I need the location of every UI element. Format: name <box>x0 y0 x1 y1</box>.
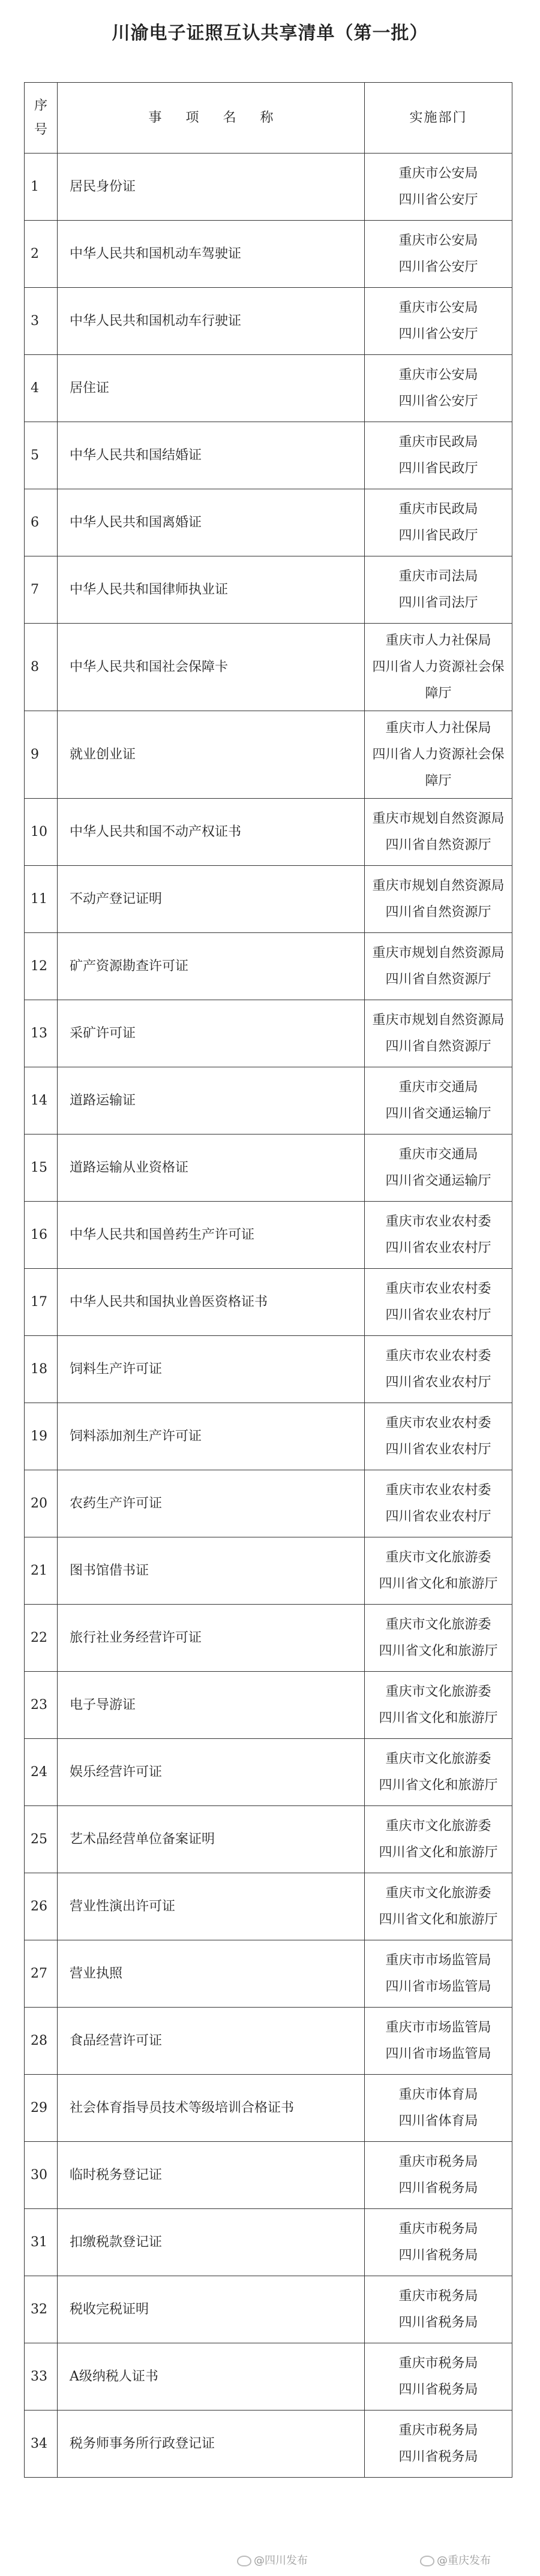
table-row <box>25 288 512 355</box>
row-department <box>365 2411 512 2478</box>
department-line: 四川省农业农村厅 <box>385 1374 491 1390</box>
department-line: 四川省文化和旅游厅 <box>379 1643 498 1659</box>
row-department <box>365 711 512 799</box>
department-line: 四川省文化和旅游厅 <box>379 1576 498 1591</box>
table-row <box>25 221 512 288</box>
table-row <box>25 1470 512 1537</box>
watermark-chongqing: @重庆发布 <box>420 2552 491 2568</box>
row-serial-number: 16 <box>25 1202 58 1269</box>
row-item-name: 中华人民共和国不动产权证书 <box>58 799 365 866</box>
row-item-name: 不动产登记证明 <box>58 866 365 933</box>
row-serial-number: 23 <box>25 1672 58 1739</box>
department-line: 四川省司法厅 <box>398 595 478 610</box>
department-line: 四川省农业农村厅 <box>385 1509 491 1524</box>
row-department <box>365 624 512 711</box>
table-body <box>25 154 512 2478</box>
row-serial-number: 4 <box>25 355 58 422</box>
row-item-name: 居住证 <box>58 355 365 422</box>
row-item-name: 税收完税证明 <box>58 2276 365 2343</box>
department-line: 四川省公安厅 <box>398 259 478 275</box>
department-line: 重庆市人力社保局 <box>385 633 491 648</box>
table-row <box>25 2075 512 2142</box>
row-department <box>365 2142 512 2209</box>
row-item-name: 居民身份证 <box>58 154 365 221</box>
row-serial-number: 15 <box>25 1134 58 1202</box>
row-department <box>365 556 512 624</box>
table-row <box>25 489 512 556</box>
department-line: 重庆市公安局 <box>398 233 478 248</box>
row-item-name: 中华人民共和国结婚证 <box>58 422 365 489</box>
department-line: 四川省文化和旅游厅 <box>379 1777 498 1793</box>
row-department <box>365 1537 512 1605</box>
row-department <box>365 1336 512 1403</box>
row-serial-number: 6 <box>25 489 58 556</box>
row-serial-number: 24 <box>25 1739 58 1806</box>
department-line: 四川省农业农村厅 <box>385 1307 491 1323</box>
row-serial-number: 32 <box>25 2276 58 2343</box>
department-line: 四川省人力资源社会保 <box>372 747 505 762</box>
row-item-name: 采矿许可证 <box>58 1000 365 1067</box>
row-item-name: 农药生产许可证 <box>58 1470 365 1537</box>
department-line: 重庆市文化旅游委 <box>385 1818 491 1834</box>
department-line: 四川省自然资源厅 <box>385 971 491 987</box>
row-item-name: 中华人民共和国机动车驾驶证 <box>58 221 365 288</box>
department-line: 重庆市文化旅游委 <box>385 1751 491 1767</box>
image-footer <box>0 2547 540 2571</box>
row-item-name: 中华人民共和国兽药生产许可证 <box>58 1202 365 1269</box>
row-item-name: 中华人民共和国社会保障卡 <box>58 624 365 711</box>
department-line: 四川省民政厅 <box>398 461 478 476</box>
row-department <box>365 1739 512 1806</box>
row-item-name: A级纳税人证书 <box>58 2343 365 2411</box>
row-department <box>365 2276 512 2343</box>
row-item-name: 中华人民共和国离婚证 <box>58 489 365 556</box>
row-department <box>365 2209 512 2276</box>
row-serial-number: 28 <box>25 2008 58 2075</box>
department-line: 四川省人力资源社会保 <box>372 659 505 675</box>
document-title: 川渝电子证照互认共享清单（第一批） <box>112 23 428 44</box>
header-serial-number: 序 号 <box>25 83 58 154</box>
department-line: 四川省公安厅 <box>398 393 478 409</box>
table-header-row <box>25 83 512 154</box>
row-item-name: 社会体育指导员技术等级培训合格证书 <box>58 2075 365 2142</box>
table-row <box>25 2209 512 2276</box>
row-serial-number: 12 <box>25 933 58 1000</box>
table-row <box>25 1873 512 1940</box>
department-line: 障厅 <box>425 773 452 789</box>
row-item-name: 道路运输证 <box>58 1067 365 1134</box>
department-line: 四川省自然资源厅 <box>385 1039 491 1054</box>
table-row <box>25 1605 512 1672</box>
table-row <box>25 1134 512 1202</box>
department-line: 四川省农业农村厅 <box>385 1442 491 1457</box>
department-line: 重庆市交通局 <box>398 1079 478 1095</box>
table-row <box>25 711 512 799</box>
department-line: 四川省税务局 <box>398 2180 478 2196</box>
row-department <box>365 1202 512 1269</box>
department-line: 重庆市税务局 <box>398 2221 478 2237</box>
table-row <box>25 1269 512 1336</box>
row-serial-number: 33 <box>25 2343 58 2411</box>
department-line: 四川省税务局 <box>398 2247 478 2263</box>
department-line: 重庆市农业农村委 <box>385 1415 491 1431</box>
row-item-name: 中华人民共和国机动车行驶证 <box>58 288 365 355</box>
department-line: 重庆市公安局 <box>398 165 478 181</box>
row-department <box>365 2075 512 2142</box>
row-serial-number: 25 <box>25 1806 58 1873</box>
row-serial-number: 31 <box>25 2209 58 2276</box>
row-department <box>365 422 512 489</box>
row-department <box>365 1000 512 1067</box>
department-line: 重庆市文化旅游委 <box>385 1684 491 1699</box>
department-line: 重庆市公安局 <box>398 367 478 383</box>
row-serial-number: 5 <box>25 422 58 489</box>
department-line: 四川省自然资源厅 <box>385 904 491 920</box>
row-item-name: 饲料添加剂生产许可证 <box>58 1403 365 1470</box>
department-line: 四川省税务局 <box>398 2315 478 2330</box>
department-line: 重庆市规划自然资源局 <box>372 878 505 893</box>
department-line: 重庆市民政局 <box>398 434 478 450</box>
department-line: 四川省文化和旅游厅 <box>379 1912 498 1927</box>
department-line: 重庆市税务局 <box>398 2422 478 2438</box>
row-item-name: 税务师事务所行政登记证 <box>58 2411 365 2478</box>
department-line: 障厅 <box>425 685 452 701</box>
department-line: 重庆市规划自然资源局 <box>372 1012 505 1028</box>
table-row <box>25 422 512 489</box>
row-serial-number: 30 <box>25 2142 58 2209</box>
department-line: 重庆市人力社保局 <box>385 720 491 736</box>
row-serial-number: 21 <box>25 1537 58 1605</box>
department-line: 四川省市场监管局 <box>385 2046 491 2062</box>
row-serial-number: 2 <box>25 221 58 288</box>
row-serial-number: 27 <box>25 1940 58 2008</box>
row-department <box>365 1470 512 1537</box>
table-row <box>25 1403 512 1470</box>
row-serial-number: 34 <box>25 2411 58 2478</box>
row-item-name: 营业性演出许可证 <box>58 1873 365 1940</box>
row-item-name: 艺术品经营单位备案证明 <box>58 1806 365 1873</box>
row-serial-number: 17 <box>25 1269 58 1336</box>
department-line: 重庆市公安局 <box>398 300 478 315</box>
row-department <box>365 1067 512 1134</box>
department-line: 四川省文化和旅游厅 <box>379 1710 498 1726</box>
header-item-name: 事项名称 <box>58 83 365 154</box>
row-serial-number: 3 <box>25 288 58 355</box>
department-line: 四川省民政厅 <box>398 528 478 543</box>
row-department <box>365 288 512 355</box>
row-department <box>365 1403 512 1470</box>
row-item-name: 营业执照 <box>58 1940 365 2008</box>
table-row <box>25 2343 512 2411</box>
row-department <box>365 154 512 221</box>
row-serial-number: 26 <box>25 1873 58 1940</box>
row-serial-number: 20 <box>25 1470 58 1537</box>
table-row <box>25 355 512 422</box>
department-line: 重庆市民政局 <box>398 501 478 517</box>
department-line: 重庆市文化旅游委 <box>385 1885 491 1901</box>
department-line: 重庆市体育局 <box>398 2087 478 2102</box>
row-item-name: 临时税务登记证 <box>58 2142 365 2209</box>
row-serial-number: 18 <box>25 1336 58 1403</box>
table-row <box>25 556 512 624</box>
department-line: 四川省农业农村厅 <box>385 1240 491 1256</box>
row-serial-number: 19 <box>25 1403 58 1470</box>
department-line: 四川省交通运输厅 <box>385 1173 491 1188</box>
department-line: 重庆市农业农村委 <box>385 1281 491 1296</box>
department-line: 四川省税务局 <box>398 2382 478 2397</box>
table-row <box>25 1940 512 2008</box>
department-line: 重庆市税务局 <box>398 2355 478 2371</box>
department-line: 重庆市农业农村委 <box>385 1348 491 1364</box>
table-row <box>25 1202 512 1269</box>
row-department <box>365 355 512 422</box>
weibo-icon <box>420 2556 434 2566</box>
row-serial-number: 7 <box>25 556 58 624</box>
row-serial-number: 13 <box>25 1000 58 1067</box>
department-line: 重庆市司法局 <box>398 568 478 584</box>
row-item-name: 矿产资源勘查许可证 <box>58 933 365 1000</box>
row-department <box>365 2008 512 2075</box>
department-line: 重庆市规划自然资源局 <box>372 811 505 826</box>
department-line: 重庆市农业农村委 <box>385 1482 491 1498</box>
row-item-name: 食品经营许可证 <box>58 2008 365 2075</box>
row-item-name: 电子导游证 <box>58 1672 365 1739</box>
row-serial-number: 11 <box>25 866 58 933</box>
row-department <box>365 1605 512 1672</box>
department-line: 四川省市场监管局 <box>385 1979 491 1994</box>
row-serial-number: 29 <box>25 2075 58 2142</box>
department-line: 重庆市交通局 <box>398 1146 478 1162</box>
row-department <box>365 2343 512 2411</box>
row-item-name: 图书馆借书证 <box>58 1537 365 1605</box>
certificate-list-table <box>24 82 512 2478</box>
row-item-name: 饲料生产许可证 <box>58 1336 365 1403</box>
table-row <box>25 933 512 1000</box>
row-item-name: 娱乐经营许可证 <box>58 1739 365 1806</box>
table-row <box>25 1672 512 1739</box>
row-item-name: 旅行社业务经营许可证 <box>58 1605 365 1672</box>
department-line: 重庆市农业农村委 <box>385 1214 491 1229</box>
row-department <box>365 866 512 933</box>
table-row <box>25 799 512 866</box>
header-department: 实施部门 <box>365 83 512 154</box>
row-department <box>365 1269 512 1336</box>
department-line: 四川省公安厅 <box>398 326 478 342</box>
row-department <box>365 221 512 288</box>
table-row <box>25 1537 512 1605</box>
row-item-name: 道路运输从业资格证 <box>58 1134 365 1202</box>
row-serial-number: 22 <box>25 1605 58 1672</box>
row-item-name: 扣缴税款登记证 <box>58 2209 365 2276</box>
table-row <box>25 2411 512 2478</box>
table-row <box>25 1336 512 1403</box>
department-line: 四川省交通运输厅 <box>385 1106 491 1121</box>
department-line: 四川省体育局 <box>398 2113 478 2129</box>
department-line: 四川省文化和旅游厅 <box>379 1844 498 1860</box>
department-line: 重庆市市场监管局 <box>385 2020 491 2035</box>
row-department <box>365 1672 512 1739</box>
row-department <box>365 1134 512 1202</box>
row-serial-number: 14 <box>25 1067 58 1134</box>
department-line: 重庆市文化旅游委 <box>385 1617 491 1632</box>
table-row <box>25 1000 512 1067</box>
row-department <box>365 799 512 866</box>
row-department <box>365 489 512 556</box>
row-item-name: 中华人民共和国律师执业证 <box>58 556 365 624</box>
department-line: 四川省公安厅 <box>398 192 478 207</box>
table-row <box>25 866 512 933</box>
row-serial-number: 1 <box>25 154 58 221</box>
row-department <box>365 1873 512 1940</box>
watermark-sichuan: @四川发布 <box>237 2552 308 2568</box>
table-row <box>25 2008 512 2075</box>
department-line: 重庆市税务局 <box>398 2154 478 2169</box>
row-item-name: 就业创业证 <box>58 711 365 799</box>
row-department <box>365 933 512 1000</box>
table-row <box>25 1806 512 1873</box>
department-line: 重庆市规划自然资源局 <box>372 945 505 961</box>
weibo-icon <box>237 2556 251 2566</box>
table-row <box>25 624 512 711</box>
department-line: 重庆市税务局 <box>398 2288 478 2304</box>
table-row <box>25 2276 512 2343</box>
row-department <box>365 1940 512 2008</box>
row-serial-number: 9 <box>25 711 58 799</box>
table-row <box>25 154 512 221</box>
row-item-name: 中华人民共和国执业兽医资格证书 <box>58 1269 365 1336</box>
department-line: 四川省税务局 <box>398 2449 478 2464</box>
table-row <box>25 1739 512 1806</box>
table-row <box>25 2142 512 2209</box>
row-serial-number: 8 <box>25 624 58 711</box>
department-line: 重庆市市场监管局 <box>385 1952 491 1968</box>
row-serial-number: 10 <box>25 799 58 866</box>
row-department <box>365 1806 512 1873</box>
table-row <box>25 1067 512 1134</box>
department-line: 重庆市文化旅游委 <box>385 1549 491 1565</box>
department-line: 四川省自然资源厅 <box>385 837 491 853</box>
